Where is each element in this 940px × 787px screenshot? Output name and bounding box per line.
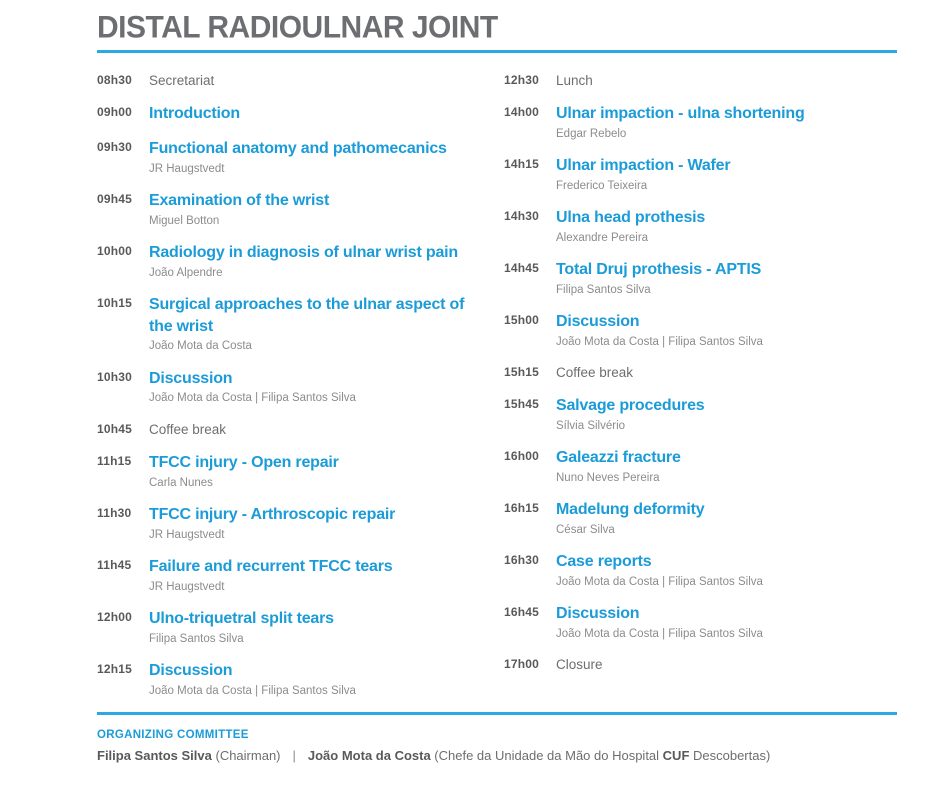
entry-speakers: Edgar Rebelo <box>556 127 627 140</box>
entry-time: 08h30 <box>97 73 133 87</box>
committee-member-name: Filipa Santos Silva <box>97 748 212 764</box>
entry-content <box>556 155 897 194</box>
entry-time: 16h30 <box>504 553 540 568</box>
entry-content <box>149 504 490 543</box>
entry-time: 11h15 <box>97 453 132 468</box>
entry-title: Surgical approaches to the ulnar aspect of the wrist <box>149 296 465 335</box>
schedule-entry <box>97 190 490 229</box>
entry-time: 14h45 <box>504 261 540 276</box>
schedule-entry <box>97 608 490 647</box>
schedule-entry <box>97 138 490 177</box>
entry-title: Ulnar impaction - Wafer <box>556 157 731 175</box>
entry-content <box>149 138 490 177</box>
entry-title: Madelung deformity <box>556 501 705 519</box>
entry-speakers: João Mota da Costa | Filipa Santos Silva <box>556 627 763 640</box>
entry-speakers: João Mota da Costa | Filipa Santos Silva <box>149 684 356 697</box>
entry-time: 15h45 <box>504 397 540 412</box>
schedule-entry <box>97 504 490 543</box>
entry-time: 16h00 <box>504 449 540 464</box>
entry-content <box>149 368 490 407</box>
entry-title: Functional anatomy and pathomecanics <box>149 140 447 158</box>
entry-time: 14h15 <box>504 157 540 172</box>
entry-speakers: César Silva <box>556 523 615 536</box>
committee-member-role: (Chefe da Unidade da Mão do Hospital <box>430 748 663 764</box>
entry-content <box>556 363 897 382</box>
schedule-entry <box>504 207 897 246</box>
entry-time: 15h15 <box>504 365 540 380</box>
committee-member-role-bold: CUF <box>662 748 690 764</box>
entry-content <box>556 207 897 246</box>
entry-speakers: Carla Nunes <box>149 476 213 489</box>
entry-title: Examination of the wrist <box>149 192 330 210</box>
entry-content <box>149 242 490 281</box>
entry-content <box>149 556 490 595</box>
entry-content <box>149 660 490 699</box>
entry-time: 09h45 <box>97 192 133 207</box>
entry-speakers: João Alpendre <box>149 266 223 279</box>
entry-title: Introduction <box>149 105 240 123</box>
entry-title: Salvage procedures <box>556 397 705 415</box>
schedule-column-afternoon <box>504 71 897 712</box>
entry-speakers: Miguel Botton <box>149 214 220 227</box>
title-divider <box>97 50 897 53</box>
entry-title: Galeazzi fracture <box>556 449 681 467</box>
committee-members <box>97 748 897 763</box>
entry-time: 14h30 <box>504 209 540 224</box>
entry-title: Discussion <box>149 369 233 387</box>
schedule-entry <box>504 155 897 194</box>
entry-title: Ulno-triquetral split tears <box>149 610 334 628</box>
entry-title: Total Druj prothesis - APTIS <box>556 261 762 279</box>
entry-content <box>149 452 490 491</box>
entry-title: Radiology in diagnosis of ulnar wrist pain <box>149 244 458 262</box>
entry-title: TFCC injury - Arthroscopic repair <box>149 505 396 523</box>
entry-time: 09h30 <box>97 140 133 155</box>
entry-title: Closure <box>556 657 603 673</box>
entry-time: 15h00 <box>504 313 540 328</box>
entry-speakers: JR Haugstvedt <box>149 528 225 541</box>
entry-content <box>556 259 897 298</box>
entry-speakers: Sílvia Silvério <box>556 419 626 432</box>
entry-title: Failure and recurrent TFCC tears <box>149 558 393 575</box>
schedule-entry <box>504 499 897 538</box>
schedule-entry <box>504 103 897 142</box>
entry-time: 12h00 <box>97 610 133 625</box>
schedule-entry <box>504 363 897 382</box>
entry-title: Lunch <box>556 73 593 88</box>
schedule-entry <box>504 311 897 350</box>
schedule-entry <box>97 103 490 125</box>
entry-title: Discussion <box>149 662 233 680</box>
schedule-column-morning <box>97 71 490 712</box>
schedule-entry <box>504 655 897 674</box>
committee-member-role: (Chairman) <box>211 748 281 764</box>
entry-title: Coffee break <box>149 421 227 437</box>
entry-time: 09h00 <box>97 105 133 120</box>
schedule-entry <box>504 447 897 486</box>
schedule-entry <box>504 395 897 434</box>
entry-content <box>556 103 897 142</box>
entry-speakers: João Mota da Costa | Filipa Santos Silva <box>556 335 763 348</box>
committee-label: ORGANIZING COMMITTEE <box>97 729 249 742</box>
entry-time: 10h30 <box>97 369 133 384</box>
entry-time: 12h15 <box>97 662 133 677</box>
schedule-entry <box>504 603 897 642</box>
entry-time: 12h30 <box>504 73 540 87</box>
entry-content <box>556 447 897 486</box>
entry-content <box>556 655 897 674</box>
entry-speakers: Nuno Neves Pereira <box>556 471 660 484</box>
entry-title: Ulna head prothesis <box>556 209 706 227</box>
schedule-entry <box>97 368 490 407</box>
entry-content <box>149 420 490 439</box>
entry-speakers: Filipa Santos Silva <box>556 283 651 296</box>
page-footer <box>97 712 897 787</box>
entry-time: 16h15 <box>504 501 540 516</box>
entry-title: Coffee break <box>556 365 634 381</box>
entry-speakers: Filipa Santos Silva <box>149 632 244 645</box>
schedule <box>97 71 897 712</box>
entry-content <box>556 395 897 434</box>
entry-time: 11h30 <box>97 505 132 520</box>
schedule-entry <box>97 452 490 491</box>
entry-speakers: João Mota da Costa | Filipa Santos Silva <box>149 392 356 405</box>
entry-time: 17h00 <box>504 657 540 672</box>
entry-content <box>149 608 490 647</box>
schedule-entry <box>97 242 490 281</box>
entry-time: 11h45 <box>97 558 132 572</box>
entry-speakers: Alexandre Pereira <box>556 231 649 244</box>
committee-member-name: João Mota da Costa <box>307 748 431 764</box>
entry-time: 10h00 <box>97 244 133 259</box>
entry-speakers: Frederico Teixeira <box>556 179 648 192</box>
entry-content <box>149 103 490 125</box>
entry-content <box>149 190 490 229</box>
schedule-entry <box>97 660 490 699</box>
entry-speakers: João Mota da Costa | Filipa Santos Silva <box>556 575 763 588</box>
entry-content <box>556 311 897 350</box>
entry-title: Discussion <box>556 313 640 331</box>
entry-speakers: JR Haugstvedt <box>149 580 225 593</box>
footer-divider <box>97 712 897 715</box>
entry-content <box>556 603 897 642</box>
entry-content <box>149 71 490 90</box>
entry-content <box>556 551 897 590</box>
entry-content <box>149 294 490 354</box>
entry-time: 16h45 <box>504 605 540 620</box>
entry-title: TFCC injury - Open repair <box>149 453 339 471</box>
entry-time: 14h00 <box>504 105 540 120</box>
committee-member-role: Descobertas) <box>689 748 771 764</box>
entry-title: Secretariat <box>149 73 215 88</box>
schedule-entry <box>97 294 490 354</box>
entry-title: Case reports <box>556 553 652 571</box>
schedule-entry <box>504 551 897 590</box>
entry-time: 10h15 <box>97 296 133 311</box>
entry-title: Discussion <box>556 605 640 623</box>
entry-speakers: JR Haugstvedt <box>149 162 225 175</box>
entry-content <box>556 71 897 90</box>
entry-time: 10h45 <box>97 421 133 436</box>
schedule-entry <box>97 556 490 595</box>
schedule-entry <box>504 259 897 298</box>
schedule-entry <box>504 71 897 90</box>
entry-content <box>556 499 897 538</box>
entry-title: Ulnar impaction - ulna shortening <box>556 105 805 123</box>
entry-speakers: João Mota da Costa <box>149 340 252 353</box>
committee-separator: | <box>292 748 296 764</box>
schedule-entry <box>97 420 490 439</box>
page-header <box>97 10 897 71</box>
schedule-entry <box>97 71 490 90</box>
page-title: DISTAL RADIOULNAR JOINT <box>97 10 498 45</box>
